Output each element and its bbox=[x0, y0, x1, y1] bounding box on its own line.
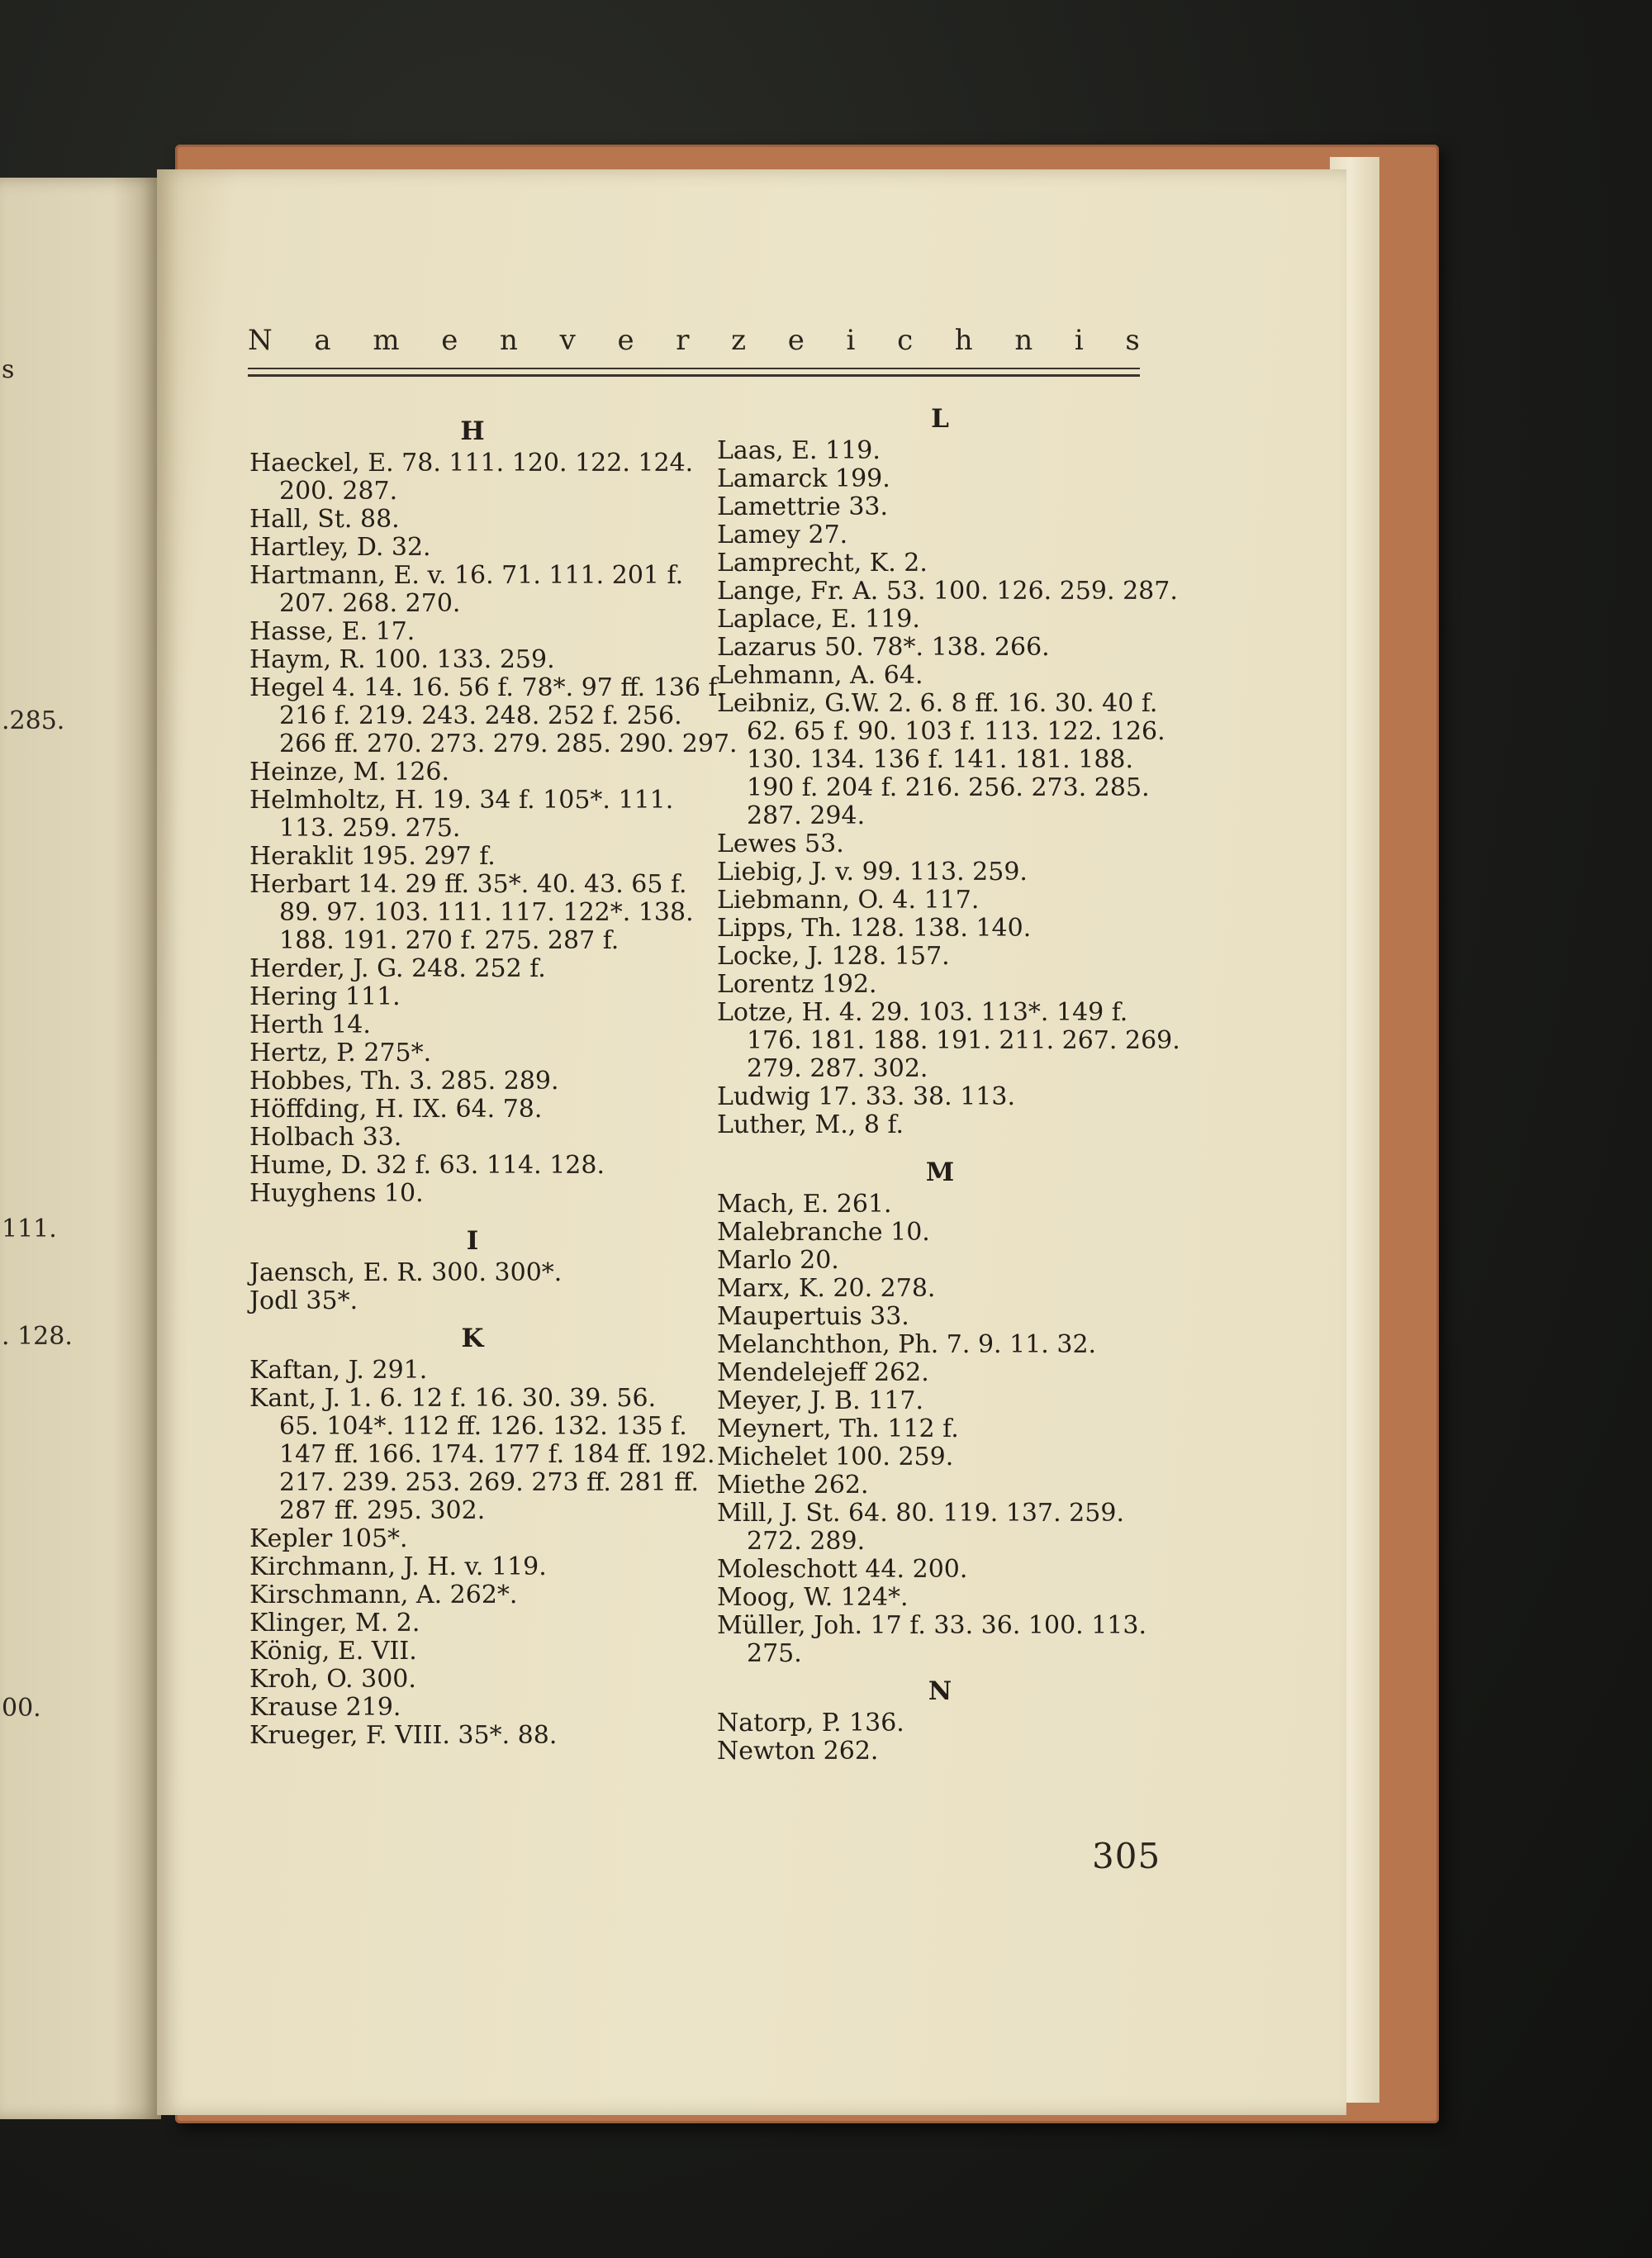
entry-name-line: Herth 14. bbox=[249, 1010, 371, 1039]
entry-name-line: Lamey 27. bbox=[717, 521, 848, 549]
index-entry bbox=[717, 577, 1178, 606]
left-page-fragment: 00. bbox=[2, 1694, 41, 1723]
entry-name-line: Hering 111. bbox=[249, 982, 401, 1011]
header-letter: n bbox=[500, 324, 518, 357]
index-entry bbox=[249, 1357, 695, 1385]
entry-name-line: Liebmann, O. 4. 117. bbox=[717, 886, 980, 915]
entry-name-line: Mach, E. 261. bbox=[717, 1190, 892, 1219]
index-entry bbox=[717, 1471, 1163, 1500]
entry-continuation-line: 216 f. 219. 243. 248. 252 f. 256. bbox=[279, 701, 682, 730]
index-entry bbox=[717, 1303, 1163, 1331]
index-entry bbox=[717, 690, 1163, 830]
entry-name-line: Mill, J. St. 64. 80. 119. 137. 259. bbox=[717, 1499, 1124, 1528]
index-entry bbox=[249, 1694, 695, 1722]
entry-name-line: Krause 219. bbox=[249, 1693, 401, 1722]
header-letter: N bbox=[248, 324, 273, 357]
index-entry bbox=[249, 534, 695, 562]
left-page bbox=[0, 178, 161, 2119]
entry-name-line: Moleschott 44. 200. bbox=[717, 1555, 968, 1584]
entry-name-line: Melanchthon, Ph. 7. 9. 11. 32. bbox=[717, 1330, 1097, 1359]
entry-name-line: Lamprecht, K. 2. bbox=[717, 549, 928, 578]
entry-continuation-line: 65. 104*. 112 ff. 126. 132. 135 f. bbox=[279, 1412, 687, 1441]
entry-name-line: Lewes 53. bbox=[717, 830, 844, 858]
index-column-right bbox=[717, 401, 1180, 1766]
entry-continuation-line: 130. 134. 136 f. 141. 181. 188. bbox=[747, 745, 1134, 774]
index-entry bbox=[249, 1096, 695, 1124]
entry-name-line: Ludwig 17. 33. 38. 113. bbox=[717, 1082, 1015, 1111]
entry-name-line: Höffding, H. IX. 64. 78. bbox=[249, 1095, 543, 1124]
header-letter: z bbox=[731, 324, 747, 357]
header-letter: e bbox=[787, 324, 805, 357]
entry-name-line: Kirchmann, J. H. v. 119. bbox=[249, 1552, 547, 1581]
header-letter: c bbox=[897, 324, 914, 357]
entry-name-line: Hegel 4. 14. 16. 56 f. 78*. 97 ff. 136 f. bbox=[249, 673, 725, 702]
header-letter: h bbox=[954, 324, 973, 357]
index-entry bbox=[717, 634, 1163, 662]
entry-name-line: Michelet 100. 259. bbox=[717, 1443, 954, 1471]
entry-name-line: Newton 262. bbox=[717, 1737, 879, 1766]
index-entry bbox=[717, 1584, 1163, 1612]
section-letter: K bbox=[461, 1324, 484, 1353]
page-number: 305 bbox=[1092, 1836, 1161, 1876]
index-column-left bbox=[249, 413, 738, 1750]
entry-name-line: Marlo 20. bbox=[717, 1246, 839, 1275]
index-entry bbox=[717, 1191, 1163, 1219]
entry-name-line: Locke, J. 128. 157. bbox=[717, 942, 950, 971]
section-letter: H bbox=[460, 416, 485, 446]
index-entry bbox=[249, 758, 695, 787]
entry-name-line: Haym, R. 100. 133. 259. bbox=[249, 645, 555, 674]
left-page-fragment: 111. bbox=[2, 1215, 57, 1243]
index-entry bbox=[717, 1275, 1163, 1303]
entry-continuation-line: 287 ff. 295. 302. bbox=[279, 1496, 486, 1525]
entry-name-line: Meynert, Th. 112 f. bbox=[717, 1414, 959, 1443]
index-entry bbox=[717, 1359, 1163, 1387]
index-entry bbox=[717, 1737, 1163, 1766]
index-entry bbox=[249, 1011, 695, 1039]
index-entry bbox=[717, 1083, 1163, 1111]
entry-name-line: Natorp, P. 136. bbox=[717, 1709, 904, 1737]
entry-name-line: Liebig, J. v. 99. 113. 259. bbox=[717, 858, 1028, 887]
header-letter: v bbox=[559, 324, 576, 357]
section-letter: M bbox=[925, 1158, 955, 1187]
entry-name-line: König, E. VII. bbox=[249, 1637, 417, 1666]
entry-name-line: Laas, E. 119. bbox=[717, 436, 881, 465]
index-entry bbox=[249, 1525, 695, 1553]
entry-name-line: Luther, M., 8 f. bbox=[717, 1110, 904, 1139]
entry-name-line: Holbach 33. bbox=[249, 1123, 402, 1152]
running-header bbox=[248, 324, 1140, 357]
section-letter: N bbox=[928, 1676, 952, 1706]
index-entry bbox=[249, 562, 695, 618]
entry-name-line: Heraklit 195. 297 f. bbox=[249, 842, 496, 871]
entry-name-line: Kepler 105*. bbox=[249, 1524, 408, 1553]
header-letter: r bbox=[676, 324, 690, 357]
entry-name-line: Lamarck 199. bbox=[717, 464, 890, 493]
index-entry bbox=[717, 1247, 1163, 1275]
entry-name-line: Hall, St. 88. bbox=[249, 505, 400, 534]
index-entry bbox=[717, 662, 1163, 690]
index-entry bbox=[717, 915, 1163, 943]
entry-name-line: Lorentz 192. bbox=[717, 970, 877, 999]
entry-continuation-line: 188. 191. 270 f. 275. 287 f. bbox=[279, 926, 620, 955]
entry-name-line: Kaftan, J. 291. bbox=[249, 1356, 428, 1385]
entry-continuation-line: 200. 287. bbox=[279, 477, 398, 506]
index-entry bbox=[249, 1722, 695, 1750]
entry-name-line: Herder, J. G. 248. 252 f. bbox=[249, 954, 546, 983]
index-entry bbox=[249, 1384, 715, 1525]
entry-name-line: Hasse, E. 17. bbox=[249, 617, 415, 646]
index-entry bbox=[249, 506, 695, 534]
entry-name-line: Lange, Fr. A. 53. 100. 126. 259. 287. bbox=[717, 577, 1178, 606]
index-entry bbox=[717, 1443, 1163, 1471]
entry-continuation-line: 279. 287. 302. bbox=[747, 1054, 928, 1083]
entry-name-line: Müller, Joh. 17 f. 33. 36. 100. 113. bbox=[717, 1611, 1147, 1640]
entry-continuation-line: 113. 259. 275. bbox=[279, 814, 461, 843]
left-page-fragment: .285. bbox=[2, 706, 65, 735]
index-entry bbox=[717, 1219, 1163, 1247]
index-entry bbox=[717, 521, 1163, 549]
section-letter: L bbox=[931, 404, 949, 434]
entry-continuation-line: 89. 97. 103. 111. 117. 122*. 138. bbox=[279, 898, 694, 927]
index-entry bbox=[249, 1259, 695, 1287]
entry-name-line: Lotze, H. 4. 29. 103. 113*. 149 f. bbox=[717, 998, 1128, 1027]
entry-continuation-line: 272. 289. bbox=[747, 1527, 866, 1556]
index-entry bbox=[249, 1553, 695, 1581]
index-entry bbox=[249, 843, 695, 871]
header-letter: i bbox=[846, 324, 856, 357]
entry-continuation-line: 217. 239. 253. 269. 273 ff. 281 ff. bbox=[279, 1468, 700, 1497]
entry-name-line: Marx, K. 20. 278. bbox=[717, 1274, 936, 1303]
index-entry bbox=[717, 606, 1163, 634]
header-letter: s bbox=[1125, 324, 1140, 357]
index-entry bbox=[249, 1124, 695, 1152]
entry-continuation-line: 147 ff. 166. 174. 177 f. 184 ff. 192. bbox=[279, 1440, 715, 1469]
entry-name-line: Kant, J. 1. 6. 12 f. 16. 30. 39. 56. bbox=[249, 1384, 657, 1413]
entry-name-line: Jodl 35*. bbox=[249, 1286, 358, 1315]
entry-continuation-line: 287. 294. bbox=[747, 801, 866, 830]
index-entry bbox=[249, 1638, 695, 1666]
entry-name-line: Krueger, F. VIII. 35*. 88. bbox=[249, 1721, 558, 1750]
index-entry bbox=[717, 943, 1163, 971]
entry-name-line: Haeckel, E. 78. 111. 120. 122. 124. bbox=[249, 449, 694, 478]
index-entry bbox=[249, 1609, 695, 1638]
entry-name-line: Kroh, O. 300. bbox=[249, 1665, 416, 1694]
left-page-fragment: s bbox=[2, 355, 15, 384]
entry-continuation-line: 266 ff. 270. 273. 279. 285. 290. 297. bbox=[279, 730, 738, 758]
index-entry bbox=[249, 787, 695, 843]
entry-name-line: Hartley, D. 32. bbox=[249, 533, 431, 562]
entry-name-line: Kirschmann, A. 262*. bbox=[249, 1581, 518, 1609]
index-entry bbox=[717, 1500, 1163, 1556]
entry-name-line: Klinger, M. 2. bbox=[249, 1609, 420, 1638]
index-entry bbox=[717, 1612, 1163, 1668]
index-entry bbox=[249, 955, 695, 983]
entry-name-line: Miethe 262. bbox=[717, 1471, 869, 1500]
header-letter: a bbox=[314, 324, 331, 357]
entry-continuation-line: 207. 268. 270. bbox=[279, 589, 461, 618]
entry-continuation-line: 176. 181. 188. 191. 211. 267. 269. bbox=[747, 1026, 1180, 1055]
header-letter: m bbox=[373, 324, 400, 357]
index-entry bbox=[717, 887, 1163, 915]
entry-name-line: Mendelejeff 262. bbox=[717, 1358, 929, 1387]
index-entry bbox=[717, 830, 1163, 858]
index-entry bbox=[249, 1581, 695, 1609]
index-entry bbox=[249, 673, 738, 758]
header-rule bbox=[248, 368, 1140, 369]
entry-name-line: Jaensch, E. R. 300. 300*. bbox=[249, 1258, 563, 1287]
entry-continuation-line: 190 f. 204 f. 216. 256. 273. 285. bbox=[747, 773, 1150, 802]
left-page-fragment: . 128. bbox=[2, 1322, 73, 1351]
entry-continuation-line: 275. bbox=[747, 1639, 802, 1668]
header-letter: e bbox=[441, 324, 458, 357]
index-entry bbox=[249, 1287, 695, 1315]
entry-name-line: Lazarus 50. 78*. 138. 266. bbox=[717, 633, 1050, 662]
index-entry bbox=[717, 549, 1163, 578]
index-entry bbox=[717, 1709, 1163, 1737]
index-entry bbox=[249, 871, 695, 955]
index-entry bbox=[717, 998, 1180, 1083]
index-entry bbox=[717, 1415, 1163, 1443]
entry-continuation-line: 62. 65 f. 90. 103 f. 113. 122. 126. bbox=[747, 717, 1165, 746]
index-entry bbox=[249, 1666, 695, 1694]
entry-name-line: Malebranche 10. bbox=[717, 1218, 930, 1247]
index-entry bbox=[249, 1152, 695, 1180]
header-letter: e bbox=[617, 324, 634, 357]
entry-name-line: Helmholtz, H. 19. 34 f. 105*. 111. bbox=[249, 786, 674, 815]
header-letter: n bbox=[1014, 324, 1033, 357]
index-entry bbox=[249, 618, 695, 646]
index-entry bbox=[717, 858, 1163, 887]
entry-name-line: Hartmann, E. v. 16. 71. 111. 201 f. bbox=[249, 561, 684, 590]
entry-name-line: Leibniz, G.W. 2. 6. 8 ff. 16. 30. 40 f. bbox=[717, 689, 1158, 718]
entry-name-line: Heinze, M. 126. bbox=[249, 758, 450, 787]
section-letter: I bbox=[466, 1226, 479, 1256]
entry-name-line: Lehmann, A. 64. bbox=[717, 661, 923, 690]
index-entry bbox=[717, 465, 1163, 493]
header-rule bbox=[248, 374, 1140, 377]
entry-name-line: Meyer, J. B. 117. bbox=[717, 1386, 923, 1415]
entry-name-line: Herbart 14. 29 ff. 35*. 40. 43. 65 f. bbox=[249, 870, 687, 899]
index-entry bbox=[717, 1331, 1163, 1359]
index-entry bbox=[717, 1556, 1163, 1584]
index-entry bbox=[249, 449, 695, 506]
index-entry bbox=[249, 1180, 695, 1208]
index-entry bbox=[717, 1387, 1163, 1415]
entry-name-line: Moog, W. 124*. bbox=[717, 1583, 909, 1612]
index-entry bbox=[249, 1039, 695, 1067]
index-entry bbox=[249, 983, 695, 1011]
entry-name-line: Lipps, Th. 128. 138. 140. bbox=[717, 914, 1032, 943]
entry-name-line: Maupertuis 33. bbox=[717, 1302, 909, 1331]
entry-name-line: Hobbes, Th. 3. 285. 289. bbox=[249, 1067, 559, 1096]
index-entry bbox=[249, 646, 695, 674]
entry-name-line: Lamettrie 33. bbox=[717, 492, 889, 521]
index-entry bbox=[717, 493, 1163, 521]
entry-name-line: Hertz, P. 275*. bbox=[249, 1039, 432, 1067]
entry-name-line: Huyghens 10. bbox=[249, 1179, 424, 1208]
index-entry bbox=[717, 1111, 1163, 1139]
header-letter: i bbox=[1074, 324, 1084, 357]
index-entry bbox=[717, 971, 1163, 999]
index-entry bbox=[249, 1067, 695, 1096]
entry-name-line: Laplace, E. 119. bbox=[717, 605, 920, 634]
entry-name-line: Hume, D. 32 f. 63. 114. 128. bbox=[249, 1151, 605, 1180]
index-entry bbox=[717, 437, 1163, 465]
